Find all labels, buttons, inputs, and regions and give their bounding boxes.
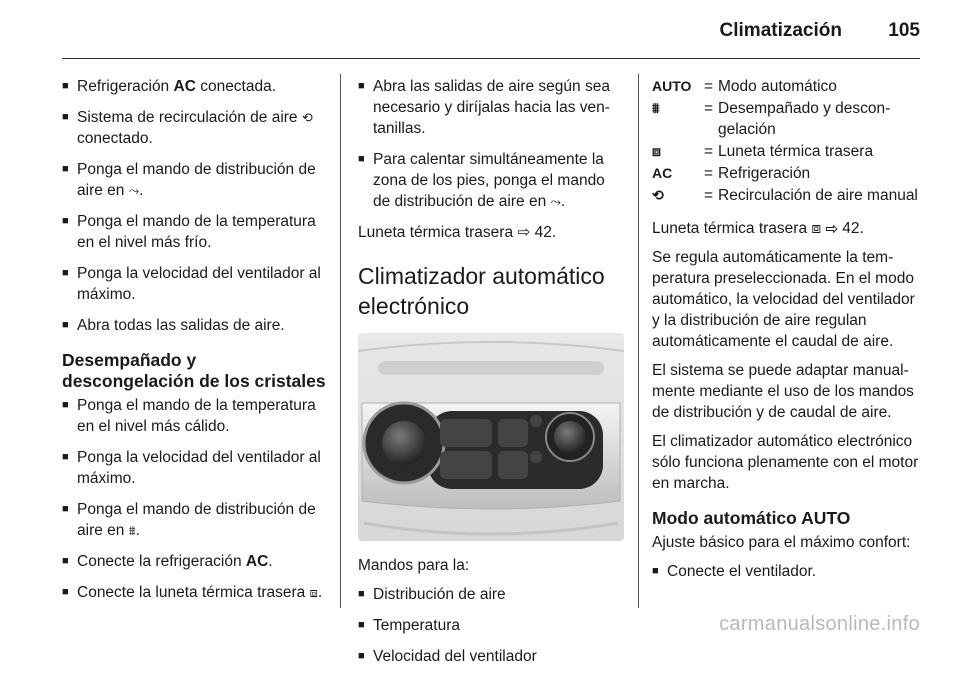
- list-item: ■ Ponga el mando de la temperatura en el nivel más cálido.: [62, 395, 328, 437]
- column-divider: [340, 74, 341, 608]
- legend-value: Desempañado y descongelación: [718, 100, 891, 138]
- recirculation-icon: ⟲: [301, 110, 313, 125]
- watermark: carmanualsonline.info: [719, 613, 920, 635]
- list-item: ■ Conecte el ventilador.: [652, 561, 922, 582]
- rear-window-heat-icon: ⧈: [652, 143, 661, 159]
- climate-control-panel-illustration: [358, 333, 624, 541]
- header-rule: [62, 58, 920, 59]
- page-number: 105: [888, 20, 920, 41]
- column-divider: [638, 74, 639, 608]
- recirculation-icon: ⟲: [652, 187, 664, 203]
- legend-key: AUTO: [652, 78, 692, 94]
- climate-control-panel-image: [358, 333, 624, 541]
- legend-value: Recirculación de aire manual: [718, 187, 918, 204]
- subtext: Ajuste básico para el máximo confort:: [652, 534, 911, 551]
- bullet-list: [358, 76, 624, 212]
- list-item: ■ Ponga el mando de distribución de aire en ⤳.: [62, 159, 328, 201]
- list-item: ■ Conecte la luneta térmica trasera ⧈.: [62, 582, 328, 603]
- legend-value: Refrigeración: [718, 165, 811, 182]
- list-item: ■ Para calentar simultáneamente la zona de los pies, ponga el mando de distribución de aire en ⤳.: [358, 149, 624, 212]
- list-item: ■ Ponga la velocidad del ventilador al máximo.: [62, 447, 328, 489]
- list-item: ■ Abra las salidas de aire según sea necesario y diríjalas hacia las ventanillas.: [358, 76, 624, 139]
- list-item: ■ Ponga el mando de distribución de aire en ⩩.: [62, 499, 328, 541]
- paragraph: El climatizador automático electrónico sólo funciona plenamente con el motor en marcha.: [652, 433, 919, 492]
- legend-value: Luneta térmica trasera: [718, 143, 874, 160]
- rear-window-heat-icon: ⧈: [309, 585, 318, 600]
- legend-key: AC: [652, 165, 673, 181]
- list-item: ■ Refrigeración AC conectada.: [62, 76, 328, 97]
- bullet-list: [652, 561, 922, 582]
- page-title: Climatización: [719, 20, 842, 41]
- list-item: ■ Ponga la velocidad del ventilador al máximo.: [62, 263, 328, 305]
- section-heading: Climatizador automático electrónico: [358, 263, 605, 319]
- bullet-list: [62, 395, 328, 603]
- air-distribution-icon: ⤳: [128, 183, 140, 198]
- list-item: ■ Temperatura: [358, 615, 624, 636]
- list-item: ■ Sistema de recirculación de aire ⟲ conectado.: [62, 107, 328, 149]
- air-distribution-icon: ⤳: [550, 194, 561, 209]
- legend-value: Modo automático: [718, 78, 837, 95]
- controls-label: Mandos para la:: [358, 557, 470, 574]
- defrost-icon: ⩩: [128, 523, 136, 538]
- list-item: ■ Conecte la refrigeración AC.: [62, 551, 328, 572]
- bullet-list: [358, 584, 624, 667]
- symbol-legend: AUTO = Modo automático ⩩ = Desempañado y descongelación ⧈ = Luneta térmica trasera AC = Refrigeración ⟲ = Recirculación de aire manual: [652, 76, 922, 206]
- list-item: ■ Ponga el mando de la temperatura en el nivel más frío.: [62, 211, 328, 253]
- list-item: ■ Abra todas las salidas de aire.: [62, 315, 328, 336]
- column-1: [62, 76, 328, 613]
- column-2: [358, 76, 624, 677]
- section-heading: Modo automático AUTO: [652, 508, 851, 528]
- defrost-icon: ⩩: [652, 100, 660, 116]
- cross-reference: Luneta térmica trasera ⇨ 42.: [358, 224, 557, 241]
- paragraph: Se regula automáticamente la temperatura preseleccionada. En el modo automático, la velocidad del ventilador y la distribución de aire regulan automáticamente el caudal de aire.: [652, 249, 915, 350]
- list-item: ■ Velocidad del ventilador: [358, 646, 624, 667]
- section-heading: Desempañado y descongelación de los cristales: [62, 350, 326, 391]
- paragraph: Luneta térmica trasera ⧈ ⇨ 42.: [652, 220, 864, 237]
- bullet-list: [62, 76, 328, 336]
- list-item: ■ Distribución de aire: [358, 584, 624, 605]
- column-3: [652, 76, 922, 592]
- page-header: [0, 0, 960, 58]
- paragraph: El sistema se puede adaptar manualmente mediante el uso de los mandos de distribución y de caudal de aire.: [652, 362, 914, 421]
